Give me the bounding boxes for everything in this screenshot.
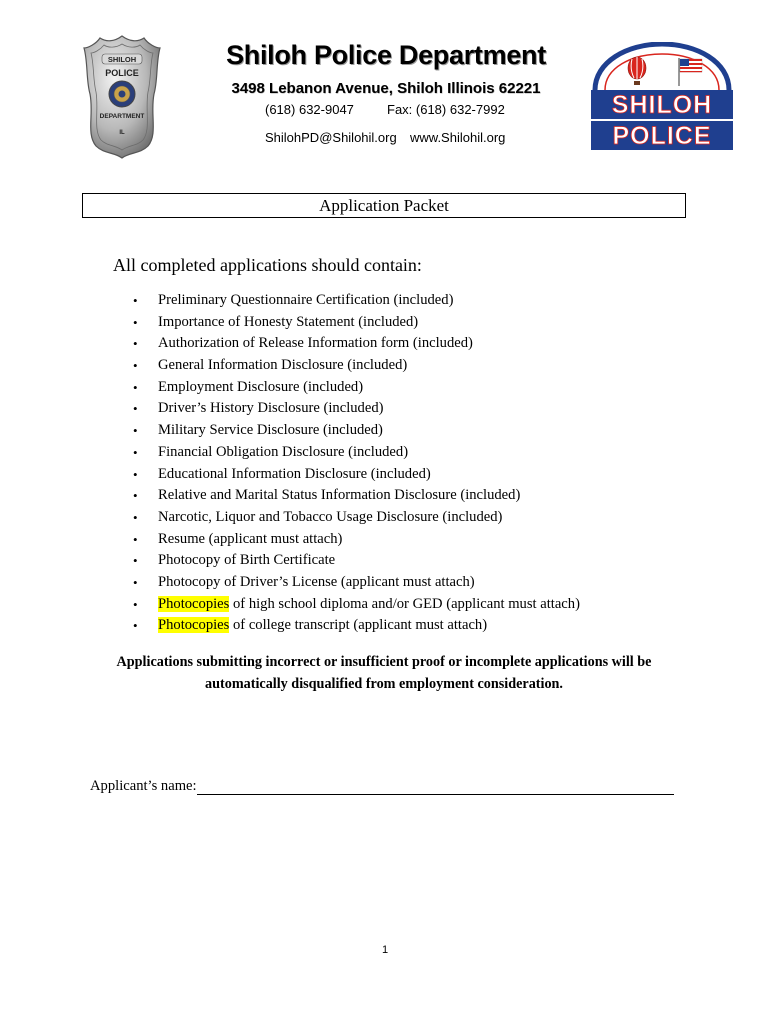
list-item bbox=[0, 550, 580, 572]
bullet-icon: • bbox=[133, 358, 138, 374]
list-item-text: Financial Obligation Disclosure (included) bbox=[158, 443, 409, 460]
highlighted-text: Photocopies bbox=[158, 617, 230, 634]
list-item bbox=[0, 529, 580, 551]
disqualification-warning bbox=[82, 651, 686, 695]
bullet-icon: • bbox=[133, 488, 138, 504]
list-item bbox=[0, 355, 580, 377]
intro-text: All completed applications should contain: bbox=[113, 255, 422, 275]
packet-title-box bbox=[82, 193, 686, 218]
list-item bbox=[0, 464, 580, 486]
list-item bbox=[0, 485, 580, 507]
bullet-icon: • bbox=[133, 401, 138, 417]
bullet-icon: • bbox=[133, 574, 138, 590]
highlighted-text: Photocopies bbox=[158, 595, 230, 612]
list-item bbox=[0, 615, 580, 637]
bullet-icon: • bbox=[133, 444, 138, 460]
list-item-text: General Information Disclosure (included) bbox=[158, 357, 408, 374]
list-item-text: Driver’s History Disclosure (included) bbox=[158, 400, 384, 417]
list-item-text: of college transcript (applicant must attach) bbox=[229, 617, 488, 634]
applicant-name-row bbox=[90, 778, 674, 795]
list-item bbox=[0, 398, 580, 420]
list-item-text: Narcotic, Liquor and Tobacco Usage Disclosure (included) bbox=[158, 508, 503, 525]
logo-police-text: POLICE bbox=[612, 122, 712, 150]
bullet-icon: • bbox=[133, 423, 138, 439]
department-address: 3498 Lebanon Avenue, Shiloh Illinois 62221 bbox=[231, 80, 541, 97]
list-item bbox=[0, 507, 580, 529]
list-item-text: Educational Information Disclosure (included) bbox=[158, 465, 431, 482]
warning-line-2: automatically disqualified from employment consideration. bbox=[205, 676, 563, 692]
warning-line-1: Applications submitting incorrect or insufficient proof or incomplete applications will be bbox=[116, 654, 652, 670]
bullet-icon: • bbox=[133, 336, 138, 352]
list-item bbox=[0, 333, 580, 355]
bullet-icon: • bbox=[133, 596, 138, 612]
badge-department-text: DEPARTMENT bbox=[99, 113, 145, 120]
list-item bbox=[0, 420, 580, 442]
list-item-text: Employment Disclosure (included) bbox=[158, 378, 364, 395]
phone-number: (618) 632-9047 bbox=[265, 102, 354, 117]
applicant-name-label: Applicant’s name: bbox=[90, 778, 197, 794]
list-item bbox=[0, 312, 580, 334]
list-item bbox=[0, 572, 580, 594]
list-item-text: Authorization of Release Information form (included) bbox=[158, 335, 473, 352]
bullet-icon: • bbox=[133, 531, 138, 547]
list-item-text: of high school diploma and/or GED (applicant must attach) bbox=[229, 595, 580, 612]
applicant-name-line[interactable] bbox=[197, 779, 674, 795]
list-item bbox=[0, 594, 580, 616]
list-item-text: Photocopy of Birth Certificate bbox=[158, 552, 336, 569]
list-item-text: Relative and Marital Status Information Disclosure (included) bbox=[158, 487, 521, 504]
page-number: 1 bbox=[381, 944, 389, 956]
badge-city-text: SHILOH bbox=[107, 55, 137, 64]
fax-number: Fax: (618) 632-7992 bbox=[387, 102, 505, 117]
packet-title: Application Packet bbox=[319, 196, 449, 215]
list-item-text: Photocopy of Driver’s License (applicant must attach) bbox=[158, 573, 475, 590]
bullet-icon: • bbox=[133, 509, 138, 525]
list-item-text: Preliminary Questionnaire Certification (included) bbox=[158, 292, 454, 308]
bullet-icon: • bbox=[133, 379, 138, 395]
list-item-text: Resume (applicant must attach) bbox=[158, 530, 343, 547]
list-item bbox=[0, 377, 580, 399]
police-badge-emblem bbox=[82, 34, 162, 160]
badge-police-text: POLICE bbox=[105, 68, 139, 78]
bullet-icon: • bbox=[133, 553, 138, 569]
requirements-list bbox=[0, 290, 580, 637]
bullet-icon: • bbox=[133, 314, 138, 330]
list-item bbox=[0, 442, 580, 464]
bullet-icon: • bbox=[133, 618, 138, 634]
department-title: Shiloh Police Department bbox=[226, 40, 546, 70]
list-item-text: Importance of Honesty Statement (included) bbox=[158, 313, 419, 330]
badge-state-text: IL bbox=[119, 130, 125, 136]
bullet-icon: • bbox=[133, 293, 138, 308]
email-address: ShilohPD@Shilohil.org bbox=[265, 130, 397, 145]
logo-shiloh-text: SHILOH bbox=[611, 91, 713, 119]
website-address: www.Shilohil.org bbox=[410, 130, 506, 145]
list-item bbox=[0, 290, 580, 312]
bullet-icon: • bbox=[133, 466, 138, 482]
list-item-text: Military Service Disclosure (included) bbox=[158, 422, 383, 439]
